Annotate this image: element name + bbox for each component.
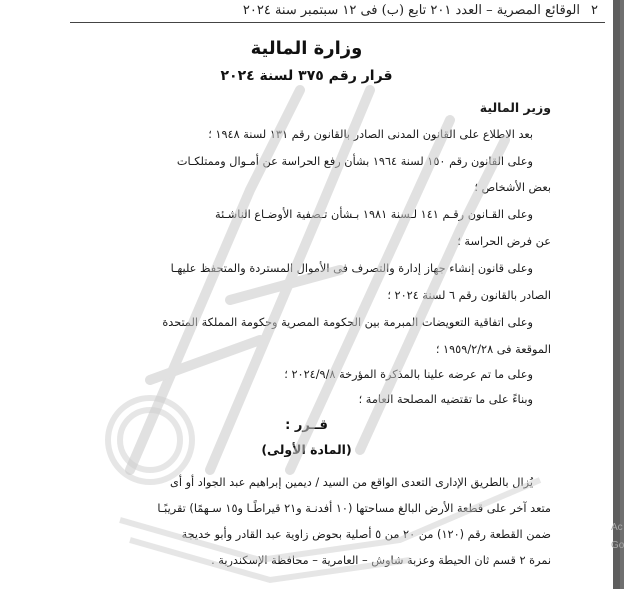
preamble-line-3: بعض الأشخاص ؛ bbox=[474, 181, 551, 194]
preamble-line-7: الصادر بالقانون رقم ٦ لسنة ٢٠٢٤ ؛ bbox=[387, 289, 551, 302]
preamble-line-9: الموقعة فى ١٩٥٩/٢/٢٨ ؛ bbox=[435, 343, 551, 356]
preamble-line-8: وعلى اتفاقية التعويضات المبرمة بين الحكومة المصرية وحكومة المملكة المتحدة bbox=[162, 316, 533, 329]
ministry-title: وزارة المالية bbox=[250, 38, 363, 59]
preamble-line-2: وعلى القانون رقم ١٥٠ لسنة ١٩٦٤ بشأن رفع الحراسة عن أمـوال وممتلكـات bbox=[176, 155, 533, 168]
decree-title: قرار رقم ٣٧٥ لسنة ٢٠٢٤ bbox=[220, 68, 393, 84]
header-rule bbox=[70, 22, 605, 23]
article-line-1: يُزال بالطريق الإدارى التعدى الواقع من السيد / ديمين إبراهيم عبد الجواد أو أى bbox=[170, 476, 533, 489]
preamble-line-4: وعلى القـانون رقـم ١٤١ لـسنة ١٩٨١ بـشأن تـصفية الأوضـاع الناشـئة bbox=[215, 208, 533, 221]
overlay-text-1: Ac bbox=[611, 522, 623, 533]
issuer-heading: وزير المالية bbox=[479, 100, 551, 115]
viewer-edge bbox=[613, 0, 620, 589]
preamble-line-5: عن فرض الحراسة ؛ bbox=[457, 235, 551, 248]
article-line-3: ضمن القطعة رقم (١٢٠) من ٢٠ من ٥ أصلية بحوض زاوية عبد القادر وأبو خديجة bbox=[181, 528, 551, 541]
decides-heading: قــرر : bbox=[285, 418, 328, 433]
article-line-2: متعد آخر على قطعة الأرض البالغ مساحتها (١٠ أفدنـة و٢١ قيراطًـا و١٥ سـهمًا) تقريبًـا bbox=[157, 502, 551, 515]
preamble-line-1: بعد الاطلاع على القانون المدنى الصادر بالقانون رقم ١٣١ لسنة ١٩٤٨ ؛ bbox=[208, 128, 533, 141]
page-number: ٢ bbox=[591, 3, 598, 18]
overlay-text-2: Go bbox=[611, 540, 624, 551]
article-heading: (المادة الأولى) bbox=[261, 442, 352, 457]
running-header bbox=[66, 1, 606, 21]
preamble-line-11: وبناءً على ما تقتضيه المصلحة العامة ؛ bbox=[358, 393, 533, 406]
gazette-header-text: الوقائع المصرية – العدد ٢٠١ تابع (ب) فى ١٢ سبتمبر سنة ٢٠٢٤ bbox=[242, 3, 580, 18]
preamble-line-10: وعلى ما تم عرضه علينا بالمذكرة المؤرخة ٢٠٢٤/٩/٨ ؛ bbox=[284, 368, 533, 381]
preamble-line-6: وعلى قانون إنشاء جهاز إدارة والتصرف فى الأموال المستردة والمتحفظ عليهـا bbox=[170, 262, 533, 275]
article-line-4: نمرة ٢ قسم ثان الحيطة وعزبة شاوش – العامرية – محافظة الإسكندرية . bbox=[211, 554, 551, 567]
